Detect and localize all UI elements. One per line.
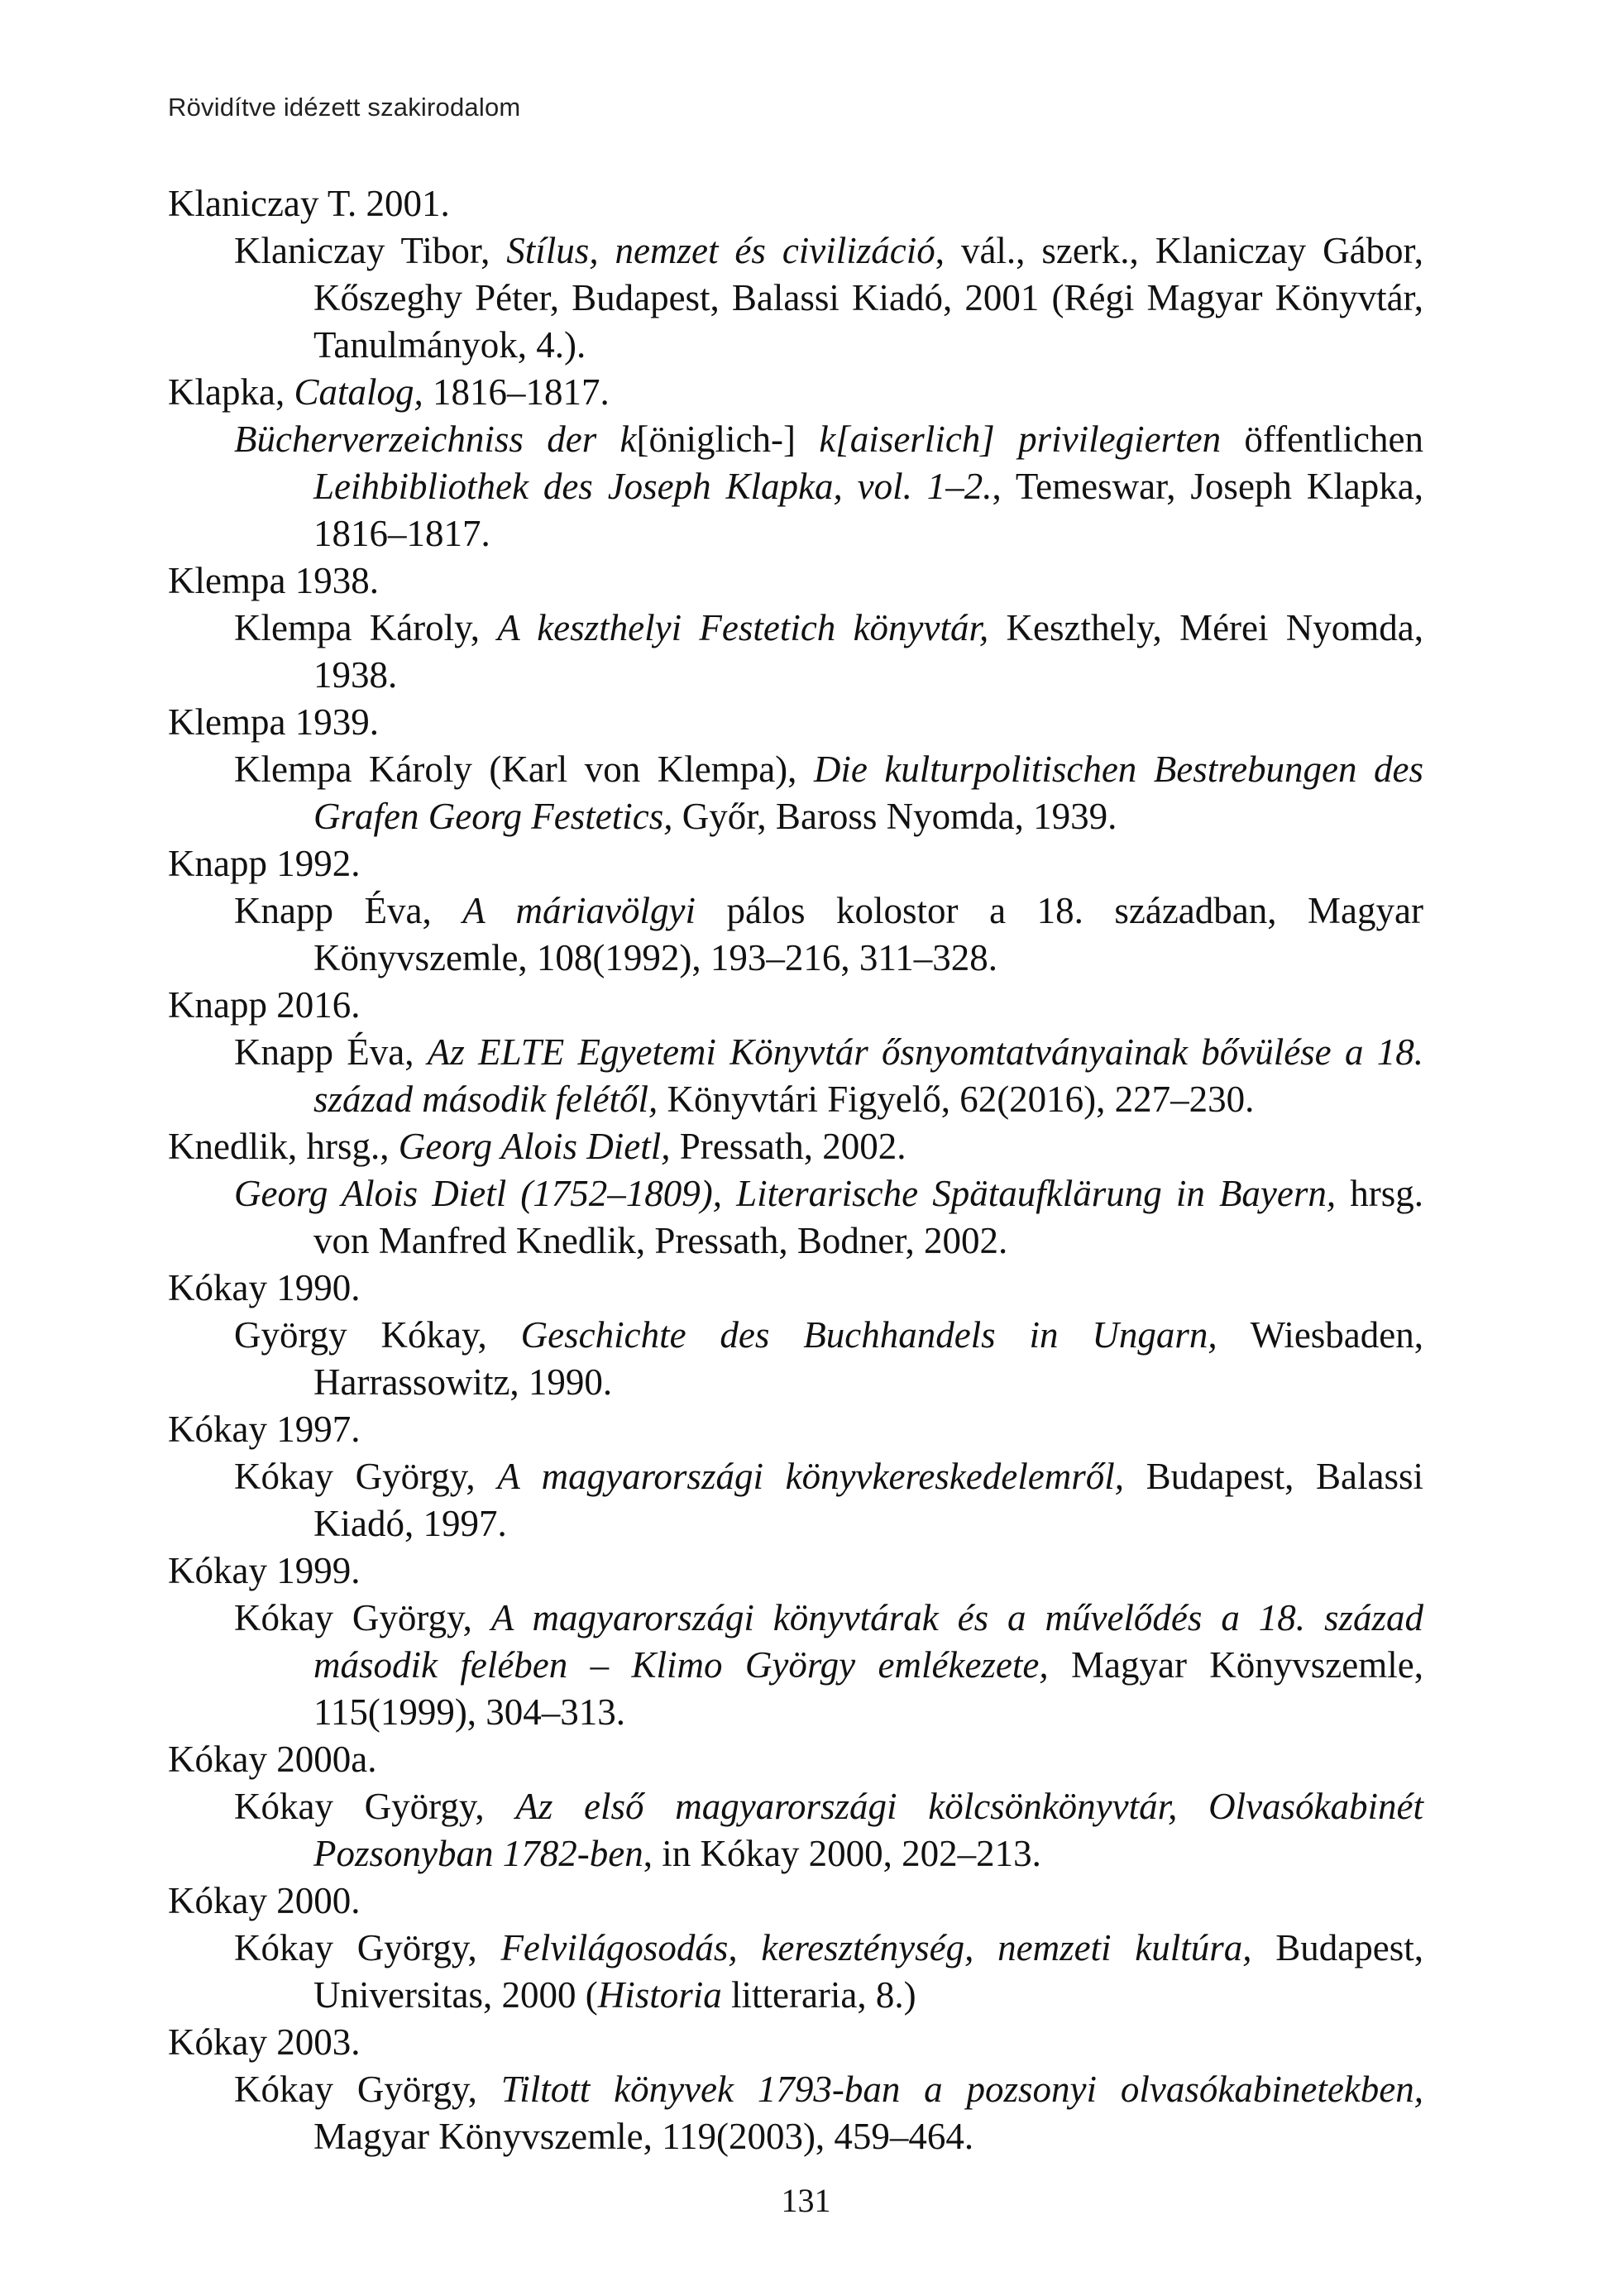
entry-key: Knedlik, hrsg., Georg Alois Dietl, Pressath, 2002. (168, 1126, 906, 1167)
entry-reference: Kókay György, Felvilágosodás, kereszténység, nemzeti kultúra, Budapest, Universitas, 2000 (Historia litteraria, 8.) (234, 1927, 1423, 2016)
running-head: Rövidítve idézett szakirodalom (168, 93, 521, 122)
bibliography-entry (168, 1123, 1423, 1265)
entry-key: Klempa 1938. (168, 560, 379, 601)
entry-key: Klaniczay T. 2001. (168, 183, 450, 224)
entry-reference: Kókay György, A magyarországi könyvkereskedelemről, Budapest, Balassi Kiadó, 1997. (234, 1456, 1423, 1544)
bibliography-entry (168, 699, 1423, 840)
entry-reference: Klaniczay Tibor, Stílus, nemzet és civilizáció, vál., szerk., Klaniczay Gábor, Kőszeghy Péter, Budapest, Balassi Kiadó, 2001 (Régi Magyar Könyvtár, Tanulmányok, 4.). (234, 230, 1423, 366)
entry-reference: Kókay György, Tiltott könyvek 1793-ban a pozsonyi olvasókabinetekben, Magyar Könyvszemle, 119(2003), 459–464. (234, 2069, 1423, 2157)
bibliography-entry (168, 557, 1423, 699)
entry-key: Kókay 2000a. (168, 1739, 377, 1780)
entry-key: Kókay 1990. (168, 1267, 361, 1308)
entry-reference: Bücherverzeichniss der k[öniglich-] k[aiserlich] privilegierten öffentlichen Leihbibliothek des Joseph Klapka, vol. 1–2., Temeswar, Joseph Klapka, 1816–1817. (234, 419, 1424, 554)
bibliography-entry (168, 369, 1423, 557)
page-number: 131 (781, 2182, 831, 2219)
bibliography-entry (168, 1547, 1423, 1736)
bibliography-entry (168, 982, 1423, 1123)
entry-key: Knapp 1992. (168, 843, 361, 884)
entry-key: Kókay 1997. (168, 1409, 361, 1450)
entry-key: Klapka, Catalog, 1816–1817. (168, 371, 610, 413)
entry-key: Kókay 1999. (168, 1550, 361, 1591)
entry-reference: Knapp Éva, A máriavölgyi pálos kolostor a 18. században, Magyar Könyvszemle, 108(1992), 193–216, 311–328. (234, 890, 1423, 978)
entry-key: Klempa 1939. (168, 701, 379, 743)
entry-reference: Georg Alois Dietl (1752–1809), Literarische Spätaufklärung in Bayern, hrsg. von Manfred Knedlik, Pressath, Bodner, 2002. (234, 1173, 1423, 1261)
entry-reference: Kókay György, Az első magyarországi kölcsönkönyvtár, Olvasókabinét Pozsonyban 1782-ben, in Kókay 2000, 202–213. (234, 1786, 1424, 1874)
entry-reference: Klempa Károly, A keszthelyi Festetich könyvtár, Keszthely, Mérei Nyomda, 1938. (234, 607, 1423, 696)
bibliography-entry (168, 180, 1423, 369)
entry-key: Knapp 2016. (168, 984, 361, 1026)
bibliography-entry (168, 2019, 1423, 2160)
entry-reference: Klempa Károly (Karl von Klempa), Die kulturpolitischen Bestrebungen des Grafen Georg Festetics, Győr, Baross Nyomda, 1939. (234, 749, 1423, 837)
entry-key: Kókay 2003. (168, 2021, 361, 2063)
bibliography-entry (168, 1736, 1423, 1877)
bibliography-list (168, 180, 1423, 2160)
entry-reference: György Kókay, Geschichte des Buchhandels in Ungarn, Wiesbaden, Harrassowitz, 1990. (234, 1314, 1424, 1403)
bibliography-entry (168, 1406, 1423, 1547)
bibliography-entry (168, 1265, 1423, 1406)
entry-reference: Kókay György, A magyarországi könyvtárak és a művelődés a 18. század második felében – Klimo György emlékezete, Magyar Könyvszemle, 115(1999), 304–313. (234, 1597, 1424, 1733)
bibliography-entry (168, 1877, 1423, 2019)
entry-reference: Knapp Éva, Az ELTE Egyetemi Könyvtár ősnyomtatványainak bővülése a 18. század második felétől, Könyvtári Figyelő, 62(2016), 227–230. (234, 1031, 1424, 1120)
bibliography-entry (168, 840, 1423, 982)
entry-key: Kókay 2000. (168, 1880, 361, 1921)
